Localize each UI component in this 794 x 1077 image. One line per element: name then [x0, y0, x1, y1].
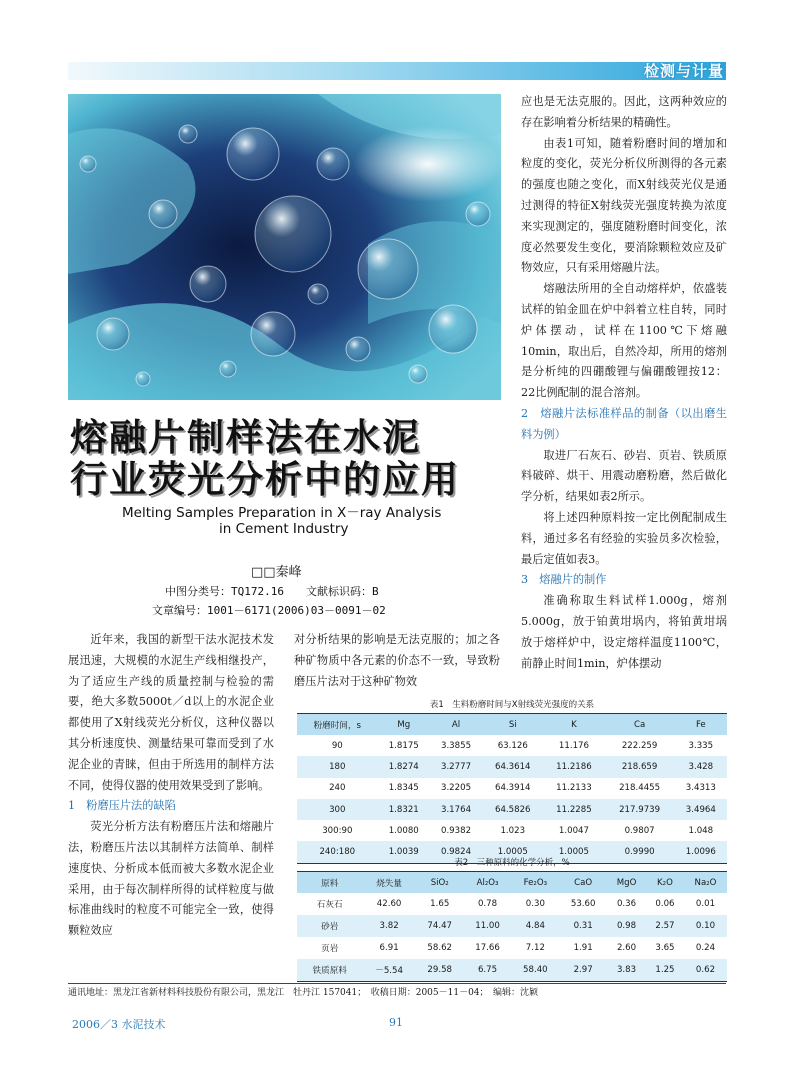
table-cell: 0.98: [607, 915, 646, 937]
table-header-cell: 烧失量: [362, 872, 415, 894]
table-cell: 3.65: [655, 943, 675, 953]
table-cell: 0.62: [684, 959, 727, 982]
table-row: [297, 915, 727, 937]
table-cell: 1.0096: [675, 841, 727, 863]
table-cell: 3.428: [675, 756, 727, 777]
table-header-cell: Al: [430, 714, 482, 736]
table-cell: 222.259: [621, 740, 658, 751]
table-cell: 217.9739: [605, 799, 675, 820]
section-heading-3: 3 熔融片的制作: [521, 573, 607, 587]
english-title-line1: Melting Samples Preparation in X－ray Analysis: [122, 505, 442, 521]
table-cell: 砂岩: [297, 915, 362, 937]
table-cell: 0.24: [695, 943, 716, 953]
table-cell: 0.9807: [624, 825, 655, 836]
left-column: [68, 630, 274, 942]
table-cell: 3.4964: [675, 799, 727, 820]
table-cell: 3.2205: [440, 783, 472, 794]
table-cell: 63.126: [497, 740, 528, 751]
table-cell: 180: [297, 756, 378, 777]
paragraph: 应也是无法克服的。因此，这两种效应的存在影响着分析结果的精确性。: [521, 95, 727, 129]
table-cell: 0.36: [616, 899, 637, 909]
page-number: 91: [389, 1016, 403, 1029]
table-cell: 0.30: [525, 899, 545, 909]
table-cell: 0.78: [477, 899, 498, 909]
table-cell: 300:90: [322, 825, 353, 836]
section-heading-2: 2 熔融片法标准样品的制备（以出磨生料为例）: [521, 406, 727, 441]
paragraph: 熔融法所用的全自动熔样炉，依盛装试样的铂金皿在炉中斜着立柱自转，同时炉体摆动，试样在1100℃下熔融10min，取出后，自然冷却，所用的熔剂是分析纯的四硼酸锂与偏硼酸锂按12：22比例配制的混合溶剂。: [521, 282, 727, 400]
table-header-cell: Ca: [605, 714, 675, 736]
section-heading-1: 1 粉磨压片法的缺陷: [68, 799, 176, 813]
table-row: [297, 893, 727, 915]
table-cell: 3.83: [607, 959, 646, 982]
table-cell: 6.75: [464, 959, 512, 982]
hero-image: [68, 94, 501, 400]
table-header-cell: K₂O: [646, 872, 684, 894]
author: □□秦峰: [251, 565, 302, 580]
table-cell: 0.9990: [605, 841, 675, 863]
table-cell: 42.60: [376, 899, 402, 909]
table-row: [297, 778, 727, 799]
table-cell: 1.023: [500, 825, 526, 836]
table-cell: 3.3855: [440, 740, 472, 751]
article-number: 文章编号：1001－6171(2006)03－0091－02: [152, 604, 386, 617]
table-header-cell: 粉磨时间，s: [297, 714, 378, 736]
table-cell: 64.3914: [494, 783, 531, 794]
table-cell: 1.0080: [388, 825, 419, 836]
table-cell: 58.62: [427, 943, 453, 953]
journal-issue: 2006／3 水泥技术: [72, 1018, 166, 1031]
table-row: [297, 756, 727, 777]
table-cell: 4.84: [511, 915, 559, 937]
paragraph: 将上述四种原料按一定比例配制成生料，通过多名有经验的实验员多次检验，最后定值如表3。: [521, 510, 727, 566]
table-cell: 11.00: [464, 915, 512, 937]
table-cell: 90: [331, 740, 343, 751]
table-cell: 1.8175: [388, 740, 419, 751]
table-cell: 1.8321: [378, 799, 430, 820]
article-title-line2: 行业荧光分析中的应用: [70, 458, 460, 501]
table-header-cell: CaO: [559, 872, 607, 894]
footer-divider: [68, 983, 726, 984]
table-header-cell: Fe₂O₃: [511, 872, 559, 894]
table-row: [297, 820, 727, 841]
section-tag: 检测与计量: [643, 62, 724, 80]
table-cell: 218.4455: [619, 783, 661, 794]
table-cell: 300: [297, 799, 378, 820]
table-cell: 页岩: [321, 944, 339, 954]
table1-caption: 表1 生料粉磨时间与X射线荧光强度的关系: [429, 700, 595, 710]
table-cell: 石灰石: [316, 900, 343, 910]
table-cell: 0.10: [684, 915, 727, 937]
table-row: [297, 937, 727, 959]
table-header-row: [297, 714, 727, 736]
table-cell: 240:180: [297, 841, 378, 863]
table-row: [297, 735, 727, 756]
table2-caption: 表2 三种原料的化学分析，%: [454, 858, 570, 868]
paragraph: 近年来，我国的新型干法水泥技术发展迅速，大规模的水泥生产线相继投产，为了适应生产线的质量控制与检验的需要，绝大多数5000t／d以上的水泥企业都使用了X射线荧光分析仪，这种仪器以其分析速度快、测量结果可靠而受到了水泥企业的青睐，但由于所选用的制样方法不同，使得仪器的使用效果受到了影响。: [68, 633, 274, 792]
table-cell: 2.57: [646, 915, 684, 937]
bubbles-illustration: [68, 94, 501, 400]
table-header-row: [297, 872, 727, 894]
table-cell: 0.06: [655, 899, 675, 909]
table-cell: 1.91: [573, 943, 593, 953]
table-cell: 3.4313: [685, 783, 716, 794]
english-title-line2: in Cement Industry: [219, 521, 349, 537]
table-cell: 1.0039: [378, 841, 430, 863]
table-cell: 58.40: [511, 959, 559, 982]
table-header-cell: Na₂O: [684, 872, 727, 894]
table-cell: 0.9382: [440, 825, 472, 836]
table-cell: －5.54: [362, 959, 415, 982]
table-header-cell: Al₂O₃: [464, 872, 512, 894]
table-header-cell: MgO: [607, 872, 646, 894]
table-cell: 11.2285: [543, 799, 604, 820]
table-cell: 1.8274: [378, 756, 430, 777]
table-cell: 0.01: [695, 899, 716, 909]
header-bar: [68, 62, 726, 80]
table-cell: 218.659: [605, 756, 675, 777]
table-cell: 0.31: [559, 915, 607, 937]
table-header-cell: Fe: [675, 714, 727, 736]
middle-column: [294, 630, 500, 692]
table-cell: 铁质原料: [297, 959, 362, 982]
paragraph: 对分析结果的影响是无法克服的；加之各种矿物质中各元素的价态不一致，导致粉磨压片法对于这种矿物效: [294, 633, 500, 688]
table-cell: 1.0047: [558, 825, 589, 836]
table-cell: 11.176: [558, 740, 589, 751]
table-cell: 7.12: [525, 943, 545, 953]
table-cell: 53.60: [570, 899, 596, 909]
table-cell: 1.8345: [388, 783, 419, 794]
paragraph: 准确称取生料试样1.000g，熔剂5.000g，放于铂黄坩埚内，将铂黄坩埚放于熔样炉中，设定熔样温度1100℃，前静止时间1min，炉体摆动: [521, 594, 727, 670]
table-cell: 11.2186: [543, 756, 604, 777]
table-row: [297, 959, 727, 982]
article-title-line1: 熔融片制样法在水泥: [70, 416, 421, 459]
table-cell: 74.47: [416, 915, 464, 937]
paragraph: 由表1可知，随着粉磨时间的增加和粒度的变化，荧光分析仪所测得的各元素的强度也随之变化，而X射线荧光仪是通过测得的特征X射线荧光强度转换为浓度来实现测定的，强度随粉磨时间变化，浓度必然要发生变化，要消除颗粒效应及矿物效应，只有采用熔融片法。: [521, 136, 727, 275]
table-cell: 11.2133: [556, 783, 592, 794]
table-cell: 1.65: [430, 899, 450, 909]
table-cell: 17.66: [475, 943, 500, 953]
table-header-cell: 原料: [297, 872, 362, 894]
table-header-cell: Mg: [378, 714, 430, 736]
table-cell: 64.3614: [482, 756, 543, 777]
paragraph: 取进厂石灰石、砂岩、页岩、铁质原料破碎、烘干、用震动磨粉磨，然后做化学分析，结果如表2所示。: [521, 448, 727, 504]
table-header-cell: K: [543, 714, 604, 736]
table-cell: 1.25: [646, 959, 684, 982]
table-cell: 240: [329, 783, 346, 794]
table-cell: 2.97: [559, 959, 607, 982]
table-cell: 3.335: [688, 740, 714, 751]
table-cell: 1.0005: [543, 841, 604, 863]
table-cell: 6.91: [379, 943, 399, 953]
table-cell: 3.2777: [430, 756, 482, 777]
table-cell: 1.048: [688, 825, 714, 836]
paragraph: 荧光分析方法有粉磨压片法和熔融片法，粉磨压片法以其制样方法简单、制样速度快、分析成本低而被大多数水泥企业采用，由于每次制样所得的试样粒度与做标准曲线时的粒度不可能完全一致，使得颗粒效应: [68, 820, 274, 938]
table-cell: 64.5826: [482, 799, 543, 820]
table-cell: 0.9824: [430, 841, 482, 863]
table-cell: 3.1764: [430, 799, 482, 820]
table-cell: 1.0005: [482, 841, 543, 863]
table-row: [297, 799, 727, 820]
table-cell: 3.82: [362, 915, 415, 937]
table-header-cell: Si: [482, 714, 543, 736]
table1: [297, 713, 727, 864]
table-header-cell: SiO₂: [416, 872, 464, 894]
footnote: 通讯地址：黑龙江省新材料科技股份有限公司，黑龙江 牡丹江 157041； 收稿日期：2005－11－04； 编辑：沈颖: [68, 988, 539, 998]
table-cell: 29.58: [416, 959, 464, 982]
right-column: [521, 92, 727, 674]
table-cell: 2.60: [616, 943, 637, 953]
table2: [297, 871, 727, 982]
classification: 中图分类号：TQ172.16 文献标识码：B: [165, 585, 379, 598]
